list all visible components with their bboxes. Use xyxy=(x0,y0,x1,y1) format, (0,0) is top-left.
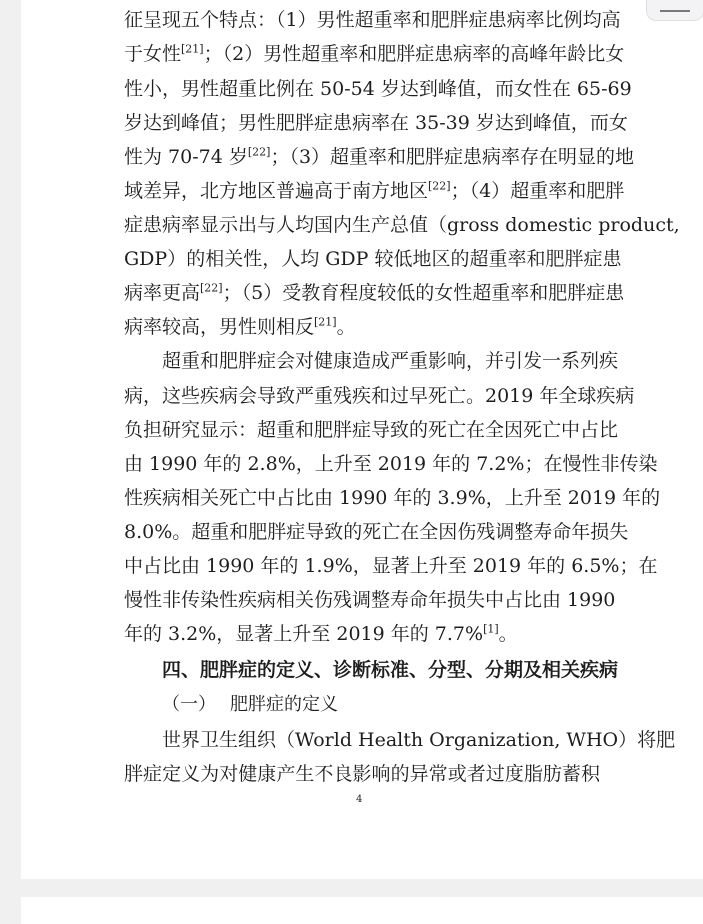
page-number: 4 xyxy=(356,794,363,805)
paragraph-line: 负担研究显示：超重和肥胖症导致的死亡在全因死亡中占比 xyxy=(124,419,619,441)
paragraph-line: 性为 70-74 岁[22]；（3）超重率和肥胖症患病率存在明显的地 xyxy=(124,145,635,168)
menu-button[interactable] xyxy=(646,0,703,21)
paragraph-line: GDP）的相关性，人均 GDP 较低地区的超重率和肥胖症患 xyxy=(124,248,622,270)
paragraph-line: 超重和肥胖症会对健康造成严重影响，并引发一系列疾 xyxy=(162,350,619,372)
paragraph-line: 8.0%。超重和肥胖症导致的死亡在全因伤残调整寿命年损失 xyxy=(124,521,629,543)
paragraph-line: 病，这些疾病会导致严重残疾和过早死亡。2019 年全球疾病 xyxy=(124,385,635,407)
subsection-title: 肥胖症的定义 xyxy=(230,694,338,715)
paragraph-line: 慢性非传染性疾病相关伤残调整寿命年损失中占比由 1990 xyxy=(124,589,616,611)
next-page xyxy=(21,897,703,924)
paragraph-line: 世界卫生组织（World Health Organization, WHO）将肥 xyxy=(162,729,676,751)
paragraph-line: 年的 3.2%，显著上升至 2019 年的 7.7%[1]。 xyxy=(124,622,518,645)
paragraph-line: 征呈现五个特点：（1）男性超重率和肥胖症患病率比例均高 xyxy=(124,9,621,31)
paragraph-line: 中占比由 1990 年的 1.9%，显著上升至 2019 年的 6.5%；在 xyxy=(124,555,658,577)
hamburger-icon xyxy=(660,10,690,12)
paragraph-line: 由 1990 年的 2.8%，上升至 2019 年的 7.2%；在慢性非传染 xyxy=(124,453,658,475)
paragraph-line: 岁达到峰值；男性肥胖症患病率在 35-39 岁达到峰值，而女 xyxy=(124,112,628,134)
paragraph-line: 胖症定义为对健康产生不良影响的异常或者过度脂肪蓄积 xyxy=(124,763,600,785)
paragraph-line: 域差异，北方地区普遍高于南方地区[22]；（4）超重率和肥胖 xyxy=(124,179,625,202)
paragraph-line: 性疾病相关死亡中占比由 1990 年的 3.9%，上升至 2019 年的 xyxy=(124,487,661,509)
paragraph-line: 于女性[21]；（2）男性超重率和肥胖症患病率的高峰年龄比女 xyxy=(124,42,625,65)
subsection-number: （一） xyxy=(162,694,216,715)
subsection-heading xyxy=(162,694,338,716)
paragraph-line: 性小，男性超重比例在 50-54 岁达到峰值，而女性在 65-69 xyxy=(124,78,632,100)
paragraph-line: 病率更高[22]；（5）受教育程度较低的女性超重率和肥胖症患 xyxy=(124,281,625,304)
paragraph-line: 病率较高，男性则相反[21]。 xyxy=(124,315,356,338)
section-heading: 四、肥胖症的定义、诊断标准、分型、分期及相关疾病 xyxy=(162,659,619,681)
paragraph-line: 症患病率显示出与人均国内生产总值（gross domestic product, xyxy=(124,214,680,236)
